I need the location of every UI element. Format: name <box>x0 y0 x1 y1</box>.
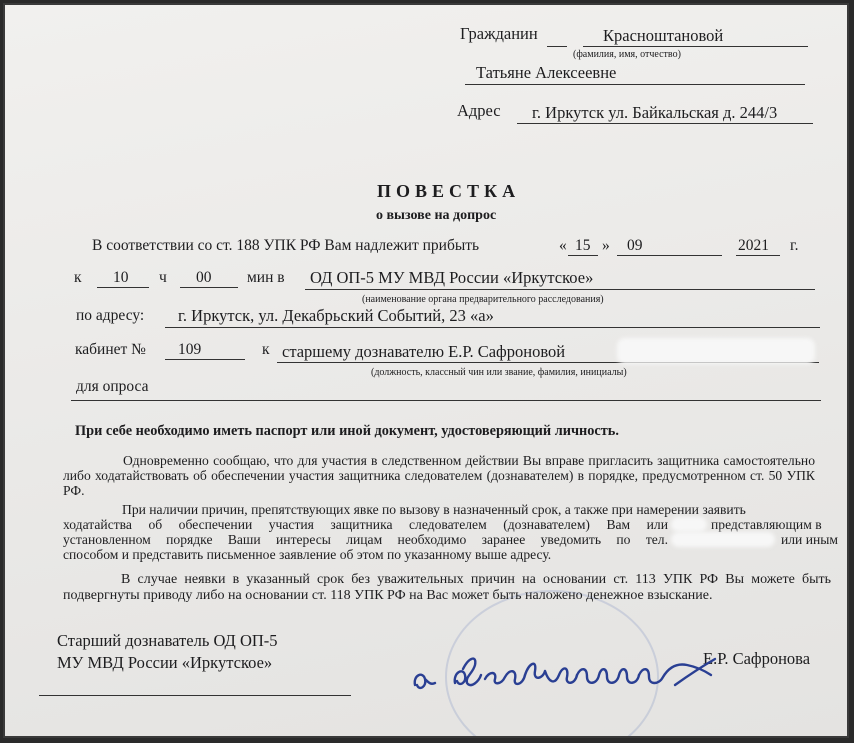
p2-line4: способом и представить письменное заявление об этом по указанному выше адресу. <box>63 547 552 562</box>
address-label: Адрес <box>457 101 501 120</box>
signer-name: Е.Р. Сафронова <box>703 649 811 668</box>
paragraph-defender-right <box>63 453 815 498</box>
p2-line3: установленном порядке Ваши интересы лицам необходимо заранее уведомить по тел. <box>63 532 668 547</box>
citizen-label: Гражданин <box>460 24 538 43</box>
redacted-area-2 <box>671 517 707 532</box>
investigation-organ: ОД ОП-5 МУ МВД России «Иркутское» <box>310 268 594 287</box>
official-to-label: к <box>262 341 270 358</box>
summons-address-label: по адресу: <box>76 307 145 324</box>
hour-underline <box>97 287 149 288</box>
office-number: 109 <box>178 341 202 358</box>
summoning-official: старшему дознавателю Е.Р. Сафроновой <box>282 342 566 361</box>
paragraph-non-appearance <box>63 572 831 604</box>
surname-hint: (фамилия, имя, отчество) <box>573 49 681 60</box>
official-hint: (должность, классный чин или звание, фамилия, инициалы) <box>371 367 627 378</box>
time-at-label: к <box>74 269 82 286</box>
handwritten-signature <box>405 645 725 705</box>
summons-hour: 10 <box>113 269 129 286</box>
p2-line2-end: представляющим в <box>711 517 822 532</box>
quote-open: « <box>559 237 567 254</box>
citizen-underline <box>547 46 567 47</box>
p2-line2: ходатайства об обеспечении участия защитника следователем (дознавателем) Вам или <box>63 517 668 532</box>
paragraph-defender-right-text: Одновременно сообщаю, что для участия в следственном действии Вы вправе пригласить защитника самостоятельно либо ходатайствовать об обеспечении участия защитника следователем (дознавателем) в порядке, предусмотренном ст. 50 УПК РФ. <box>63 453 815 498</box>
signature-underline <box>39 695 351 696</box>
purpose-label: для опроса <box>76 378 149 395</box>
year-suffix: г. <box>790 237 799 254</box>
minute-label: мин в <box>247 269 285 286</box>
summons-address: г. Иркутск, ул. Декабрьский Событий, 23 «а» <box>178 306 494 325</box>
purpose-underline <box>71 400 821 401</box>
summons-address-underline <box>165 327 820 328</box>
citizen-name-patronymic: Татьяне Алексеевне <box>476 63 617 82</box>
minute-underline <box>180 287 238 288</box>
office-label: кабинет № <box>75 341 146 358</box>
summons-intro: В соответствии со ст. 188 УПК РФ Вам надлежит прибыть <box>92 237 480 254</box>
hour-label: ч <box>159 269 167 286</box>
summons-document <box>5 5 847 736</box>
p2-line3-end: или иным <box>781 532 839 547</box>
summons-minute: 00 <box>196 269 212 286</box>
document-subtitle: о вызове на допрос <box>376 208 497 223</box>
citizen-address: г. Иркутск ул. Байкальская д. 244/3 <box>532 103 778 122</box>
paragraph-non-appearance-text: В случае неявки в указанный срок без уважительных причин на основании ст. 113 УПК РФ Вы можете быть подвергнуты приводу либо на основании ст. 118 УПК РФ на Вас может быть наложено денежное взыскание. <box>63 572 831 603</box>
citizen-surname: Красноштановой <box>603 26 724 45</box>
organ-underline <box>305 289 815 290</box>
passport-notice: При себе необходимо иметь паспорт или иной документ, удостоверяющий личность. <box>75 423 619 439</box>
redacted-phone <box>671 532 775 547</box>
day-underline <box>568 255 598 256</box>
citizen-underline-2 <box>583 46 808 47</box>
signer-position-line2: МУ МВД России «Иркутское» <box>57 653 273 672</box>
document-title: ПОВЕСТКА <box>377 181 521 201</box>
p2-line1: При наличии причин, препятствующих явке по вызову в назначенный срок, а также при намерении заявить <box>122 502 746 517</box>
summons-day: 15 <box>575 237 591 254</box>
year-underline <box>736 255 780 256</box>
summons-month: 09 <box>627 237 643 254</box>
name-underline <box>465 84 805 85</box>
month-underline <box>617 255 722 256</box>
document-frame <box>3 3 849 738</box>
signer-position-line1: Старший дознаватель ОД ОП-5 <box>57 631 278 650</box>
address-underline <box>517 123 813 124</box>
organ-hint: (наименование органа предварительного расследования) <box>362 294 604 305</box>
quote-close: » <box>602 237 610 254</box>
office-underline <box>165 359 245 360</box>
summons-year: 2021 <box>738 237 769 254</box>
redacted-area <box>617 338 815 364</box>
